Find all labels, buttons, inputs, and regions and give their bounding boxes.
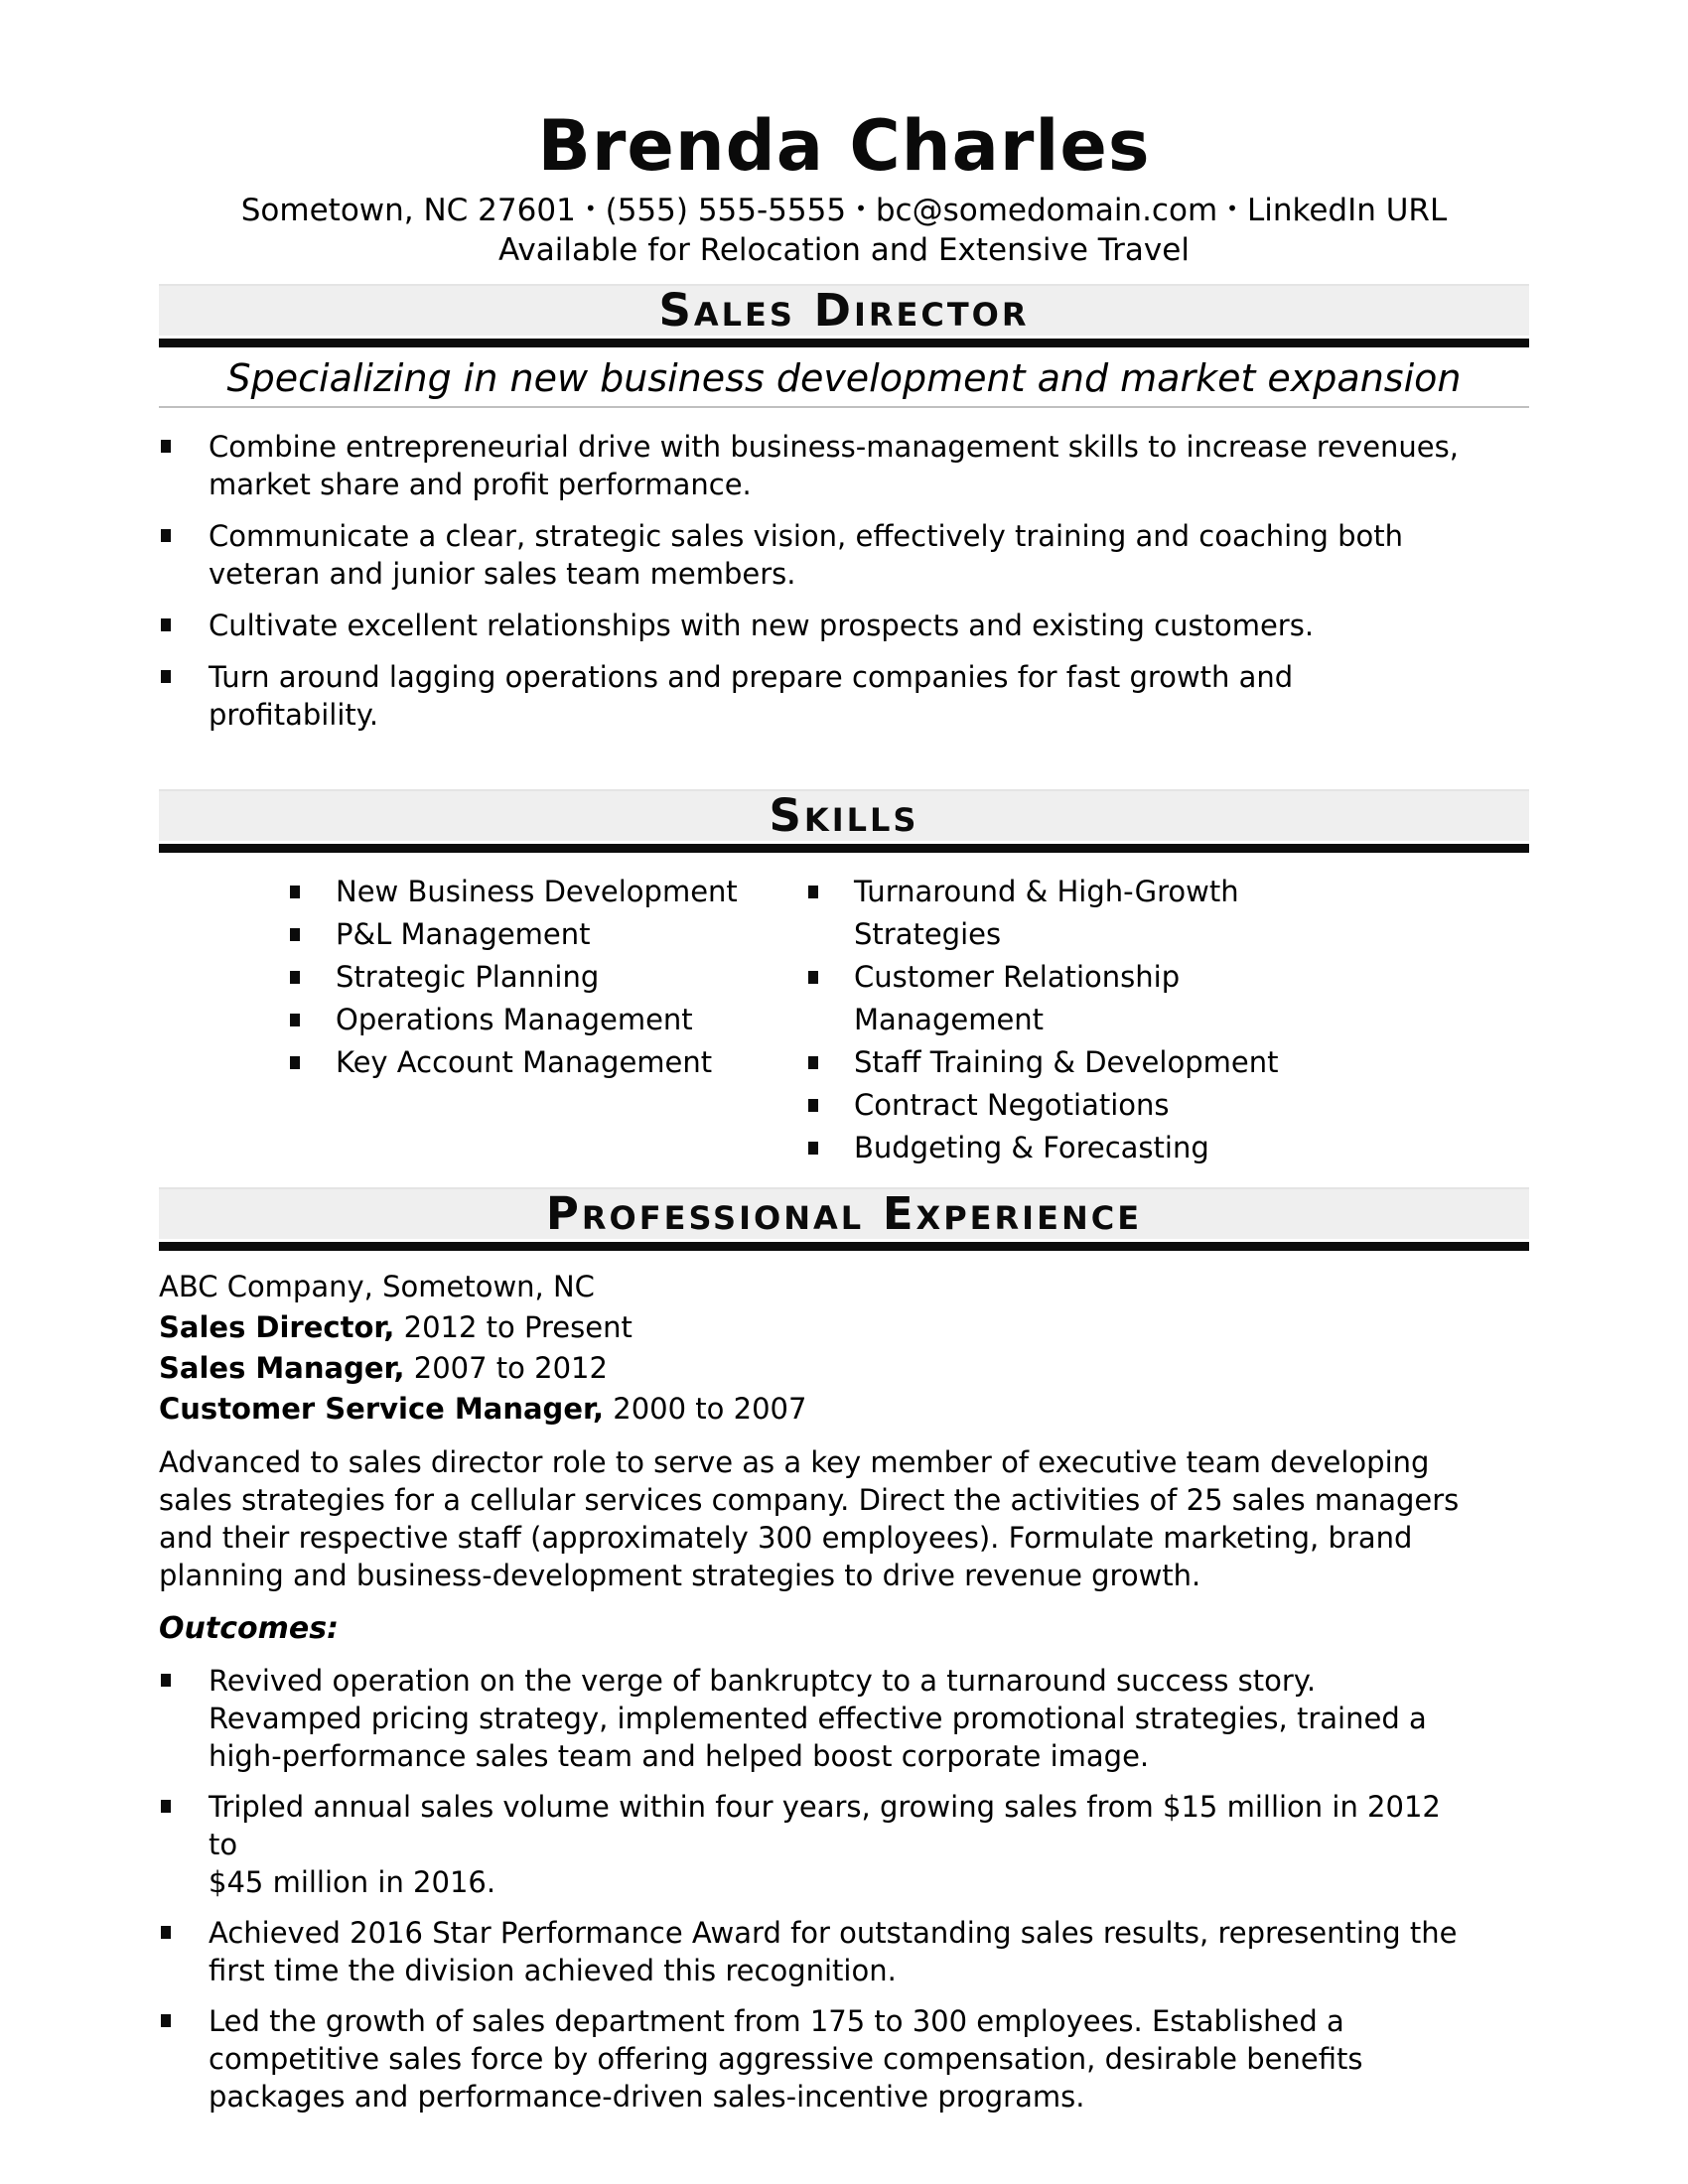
bullet-square-icon [290,928,300,941]
role-title: Sales Director, [159,1310,395,1344]
bullet-square-icon [808,971,818,984]
skills-list-left [288,871,806,1084]
bullet-text-line: Cultivate excellent relationships with new prospects and existing customers. [209,609,1315,642]
bullet-text-line: profitability. [209,698,379,732]
skill-item [288,1041,806,1084]
section-title: Professional Experience [545,1187,1143,1240]
skill-label: P&L Management [336,917,591,951]
skill-label: New Business Development [336,875,738,908]
bullet-text-line: Achieved 2016 Star Performance Award for outstanding sales results, representing the [209,1916,1458,1950]
availability-note: Available for Relocation and Extensive Travel [498,232,1190,268]
summary-bullet-list [159,428,1529,734]
role-dates: 2000 to 2007 [613,1392,807,1426]
outcome-bullet-item [159,2002,1529,2116]
skill-item [288,999,806,1041]
skill-item [806,1084,1362,1127]
bullet-separator-icon: • [584,197,597,220]
summary-bullet-item [159,607,1529,644]
skill-label: Turnaround & High-Growth [854,875,1239,908]
summary-bullet-item [159,517,1529,593]
bullet-separator-icon: • [855,197,867,220]
skills-column-right [806,871,1362,1169]
role-line [159,1389,1529,1430]
description-line: sales strategies for a cellular services company. Direct the activities of 25 sales managers [159,1483,1460,1517]
bullet-text-line: first time the division achieved this recognition. [209,1954,897,1987]
description-line: Advanced to sales director role to serve as a key member of executive team developing [159,1445,1430,1479]
company-line: ABC Company, Sometown, NC [159,1270,595,1303]
skill-item [288,871,806,913]
bullet-square-icon [161,618,171,631]
skill-label: Management [854,1003,1045,1036]
bullet-square-icon [808,886,818,898]
bullet-text-line: Led the growth of sales department from 175 to 300 employees. Established a [209,2004,1344,2038]
outcome-bullet-item [159,1914,1529,1989]
bullet-separator-icon: • [1226,197,1238,220]
outcomes-bullet-list [159,1662,1529,2116]
bullet-square-icon [161,1674,171,1687]
description-line: planning and business-development strategies to drive revenue growth. [159,1559,1201,1592]
bullet-text-line: Communicate a clear, strategic sales vision, effectively training and coaching both [209,519,1404,553]
bullet-square-icon [290,1014,300,1026]
role-line [159,1307,1529,1348]
role-dates: 2007 to 2012 [413,1351,608,1385]
summary-bullet-item [159,428,1529,503]
bullet-text-line: market share and profit performance. [209,468,752,501]
bullet-square-icon [161,440,171,453]
section-header-professional-experience [159,1187,1529,1239]
skill-label: Staff Training & Development [854,1045,1279,1079]
experience-description [159,1443,1529,1594]
description-line: and their respective staff (approximately 300 employees). Formulate marketing, brand [159,1521,1413,1555]
section-underline [159,1242,1529,1251]
outcome-bullet-item [159,1662,1529,1775]
skill-label: Budgeting & Forecasting [854,1131,1209,1164]
skill-item [806,871,1362,956]
skills-list-right [806,871,1362,1169]
contact-line [159,189,1529,230]
bullet-square-icon [808,1056,818,1069]
contact-linkedin: LinkedIn URL [1246,193,1448,228]
skill-label: Key Account Management [336,1045,713,1079]
bullet-square-icon [161,529,171,542]
bullet-text-line: Combine entrepreneurial drive with business-management skills to increase revenues, [209,430,1459,464]
outcomes-label: Outcomes: [159,1611,340,1646]
bullet-text-line: to [209,1828,238,1861]
skill-item [288,913,806,956]
bullet-square-icon [808,1099,818,1112]
skill-label: Operations Management [336,1003,693,1036]
skills-columns [288,871,1529,1169]
bullet-square-icon [290,1056,300,1069]
outcome-bullet-item [159,1788,1529,1901]
section-underline [159,339,1529,347]
bullet-text-line: competitive sales force by offering aggressive compensation, desirable benefits [209,2042,1363,2076]
section-underline [159,844,1529,853]
section-header-sales-director [159,284,1529,336]
bullet-text-line: Revamped pricing strategy, implemented effective promotional strategies, trained a [209,1702,1427,1735]
role-line [159,1348,1529,1389]
role-dates: 2012 to Present [403,1310,633,1344]
role-title: Sales Manager, [159,1351,405,1385]
specialty-tagline: Specializing in new business development and market expansion [226,356,1462,400]
divider-rule [159,406,1529,408]
bullet-text-line: Tripled annual sales volume within four years, growing sales from $15 million in 2012 [209,1790,1441,1824]
skill-label: Strategic Planning [336,960,600,994]
contact-email: bc@somedomain.com [875,193,1218,228]
skill-item [806,1041,1362,1084]
bullet-text-line: packages and performance-driven sales-incentive programs. [209,2080,1085,2114]
bullet-square-icon [808,1142,818,1155]
bullet-square-icon [161,2014,171,2027]
bullet-square-icon [290,886,300,898]
role-title: Customer Service Manager, [159,1392,605,1426]
contact-phone: (555) 555-5555 [605,193,847,228]
skills-column-left [288,871,806,1169]
contact-location: Sometown, NC 27601 [240,193,576,228]
skill-label: Contract Negotiations [854,1088,1170,1122]
skill-item [806,1127,1362,1169]
summary-bullet-item [159,658,1529,734]
skill-item [806,956,1362,1041]
section-header-skills [159,789,1529,841]
skill-label: Customer Relationship [854,960,1181,994]
bullet-square-icon [290,971,300,984]
bullet-text-line: $45 million in 2016. [209,1865,496,1899]
bullet-text-line: Revived operation on the verge of bankruptcy to a turnaround success story. [209,1664,1317,1698]
section-title: Sales Director [658,284,1030,337]
skill-item [288,956,806,999]
bullet-square-icon [161,1800,171,1813]
bullet-square-icon [161,670,171,683]
bullet-text-line: Turn around lagging operations and prepare companies for fast growth and [209,660,1294,694]
candidate-name: Brenda Charles [537,105,1151,187]
bullet-text-line: high-performance sales team and helped boost corporate image. [209,1739,1150,1773]
bullet-square-icon [161,1926,171,1939]
skill-label: Strategies [854,917,1002,951]
section-title: Skills [769,789,919,842]
bullet-text-line: veteran and junior sales team members. [209,557,796,591]
